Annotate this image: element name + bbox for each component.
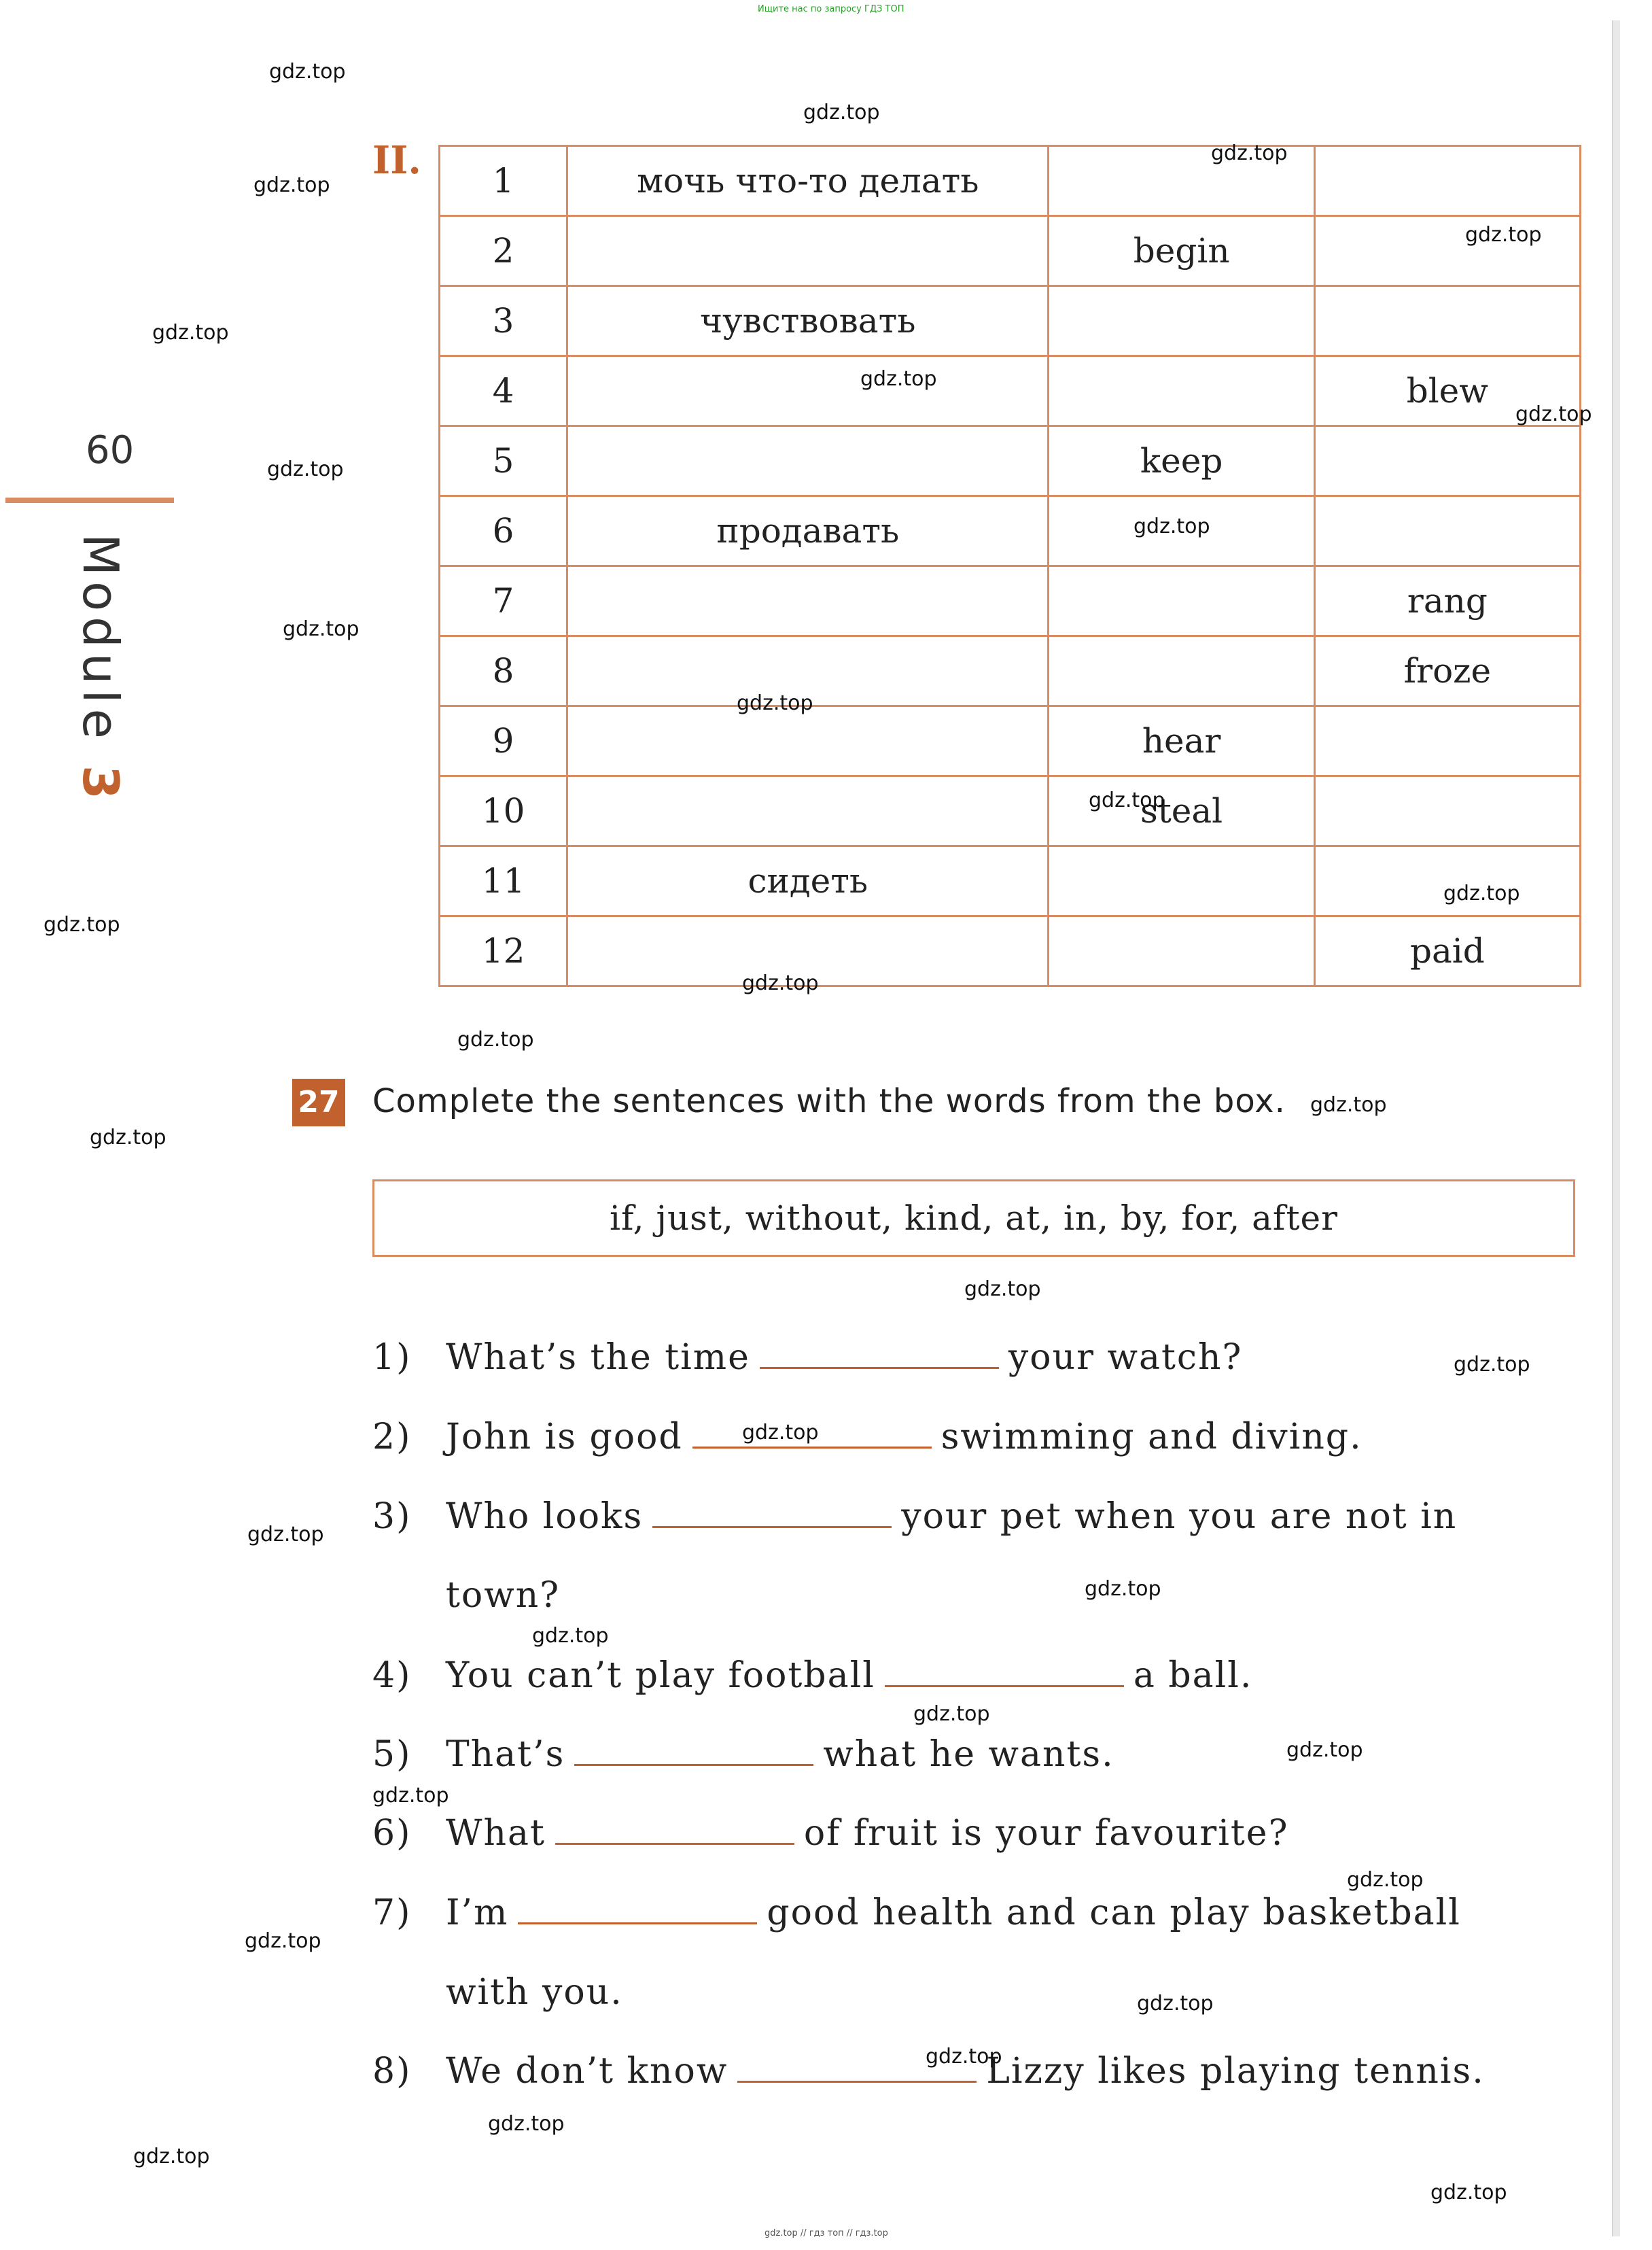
base-form-cell [1049,916,1314,986]
verb-forms-table [438,145,1581,987]
table-row [440,706,1581,776]
sentence-text-after: a ball. [1133,1655,1253,1696]
table-row [440,846,1581,916]
watermark: gdz.top [1430,2181,1507,2204]
watermark: gdz.top [1133,515,1210,538]
russian-word-cell: чувствовать [567,286,1049,356]
table-row [440,496,1581,566]
watermark: gdz.top [283,617,359,641]
row-number: 9 [440,706,567,776]
past-form-cell [1314,426,1580,496]
sentence-text-before: Who looks [446,1496,644,1537]
module-word: Module [72,534,129,744]
sentence-text-before: You can’t play football [446,1655,875,1696]
verb-forms-table-body [440,146,1581,986]
sentence-text-after: your pet when you are not in [901,1496,1458,1537]
bottom-note: gdz.top // гдз топ // гдз.top [765,2228,888,2238]
word-box: if, just, without, kind, at, in, by, for, after [372,1179,1575,1257]
sentence-number: 1) [372,1337,412,1378]
watermark: gdz.top [926,2045,1002,2069]
russian-word-cell [567,426,1049,496]
watermark: gdz.top [245,1929,321,1953]
sentence-text-before: John is good [446,1417,683,1457]
watermark: gdz.top [1347,1868,1424,1892]
watermark: gdz.top [90,1126,166,1149]
margin-rule [5,498,174,503]
sentence-text-after: good health and can play basketball [767,1892,1461,1933]
past-form-cell [1314,776,1580,846]
answer-blank[interactable] [555,1816,794,1845]
answer-blank[interactable] [760,1340,999,1369]
module-number: 3 [72,765,129,805]
watermark: gdz.top [1443,882,1520,905]
past-form-cell: blew [1314,356,1580,426]
page-edge [1612,20,1620,2236]
watermark: gdz.top [532,1624,609,1648]
watermark: gdz.top [803,101,880,124]
watermark: gdz.top [1286,1738,1363,1762]
table-row [440,356,1581,426]
sentence-number: 3) [372,1496,412,1537]
sentence [372,1416,1579,1458]
sentence-text-before: I’m [446,1892,509,1933]
row-number: 4 [440,356,567,426]
sentence-number: 5) [372,1734,412,1775]
sentence-number: 8) [372,2051,412,2092]
sentence-text-before: What [446,1813,546,1854]
sentence-text-after: Lizzy likes playing tennis. [986,2051,1485,2092]
section-marker: II. [372,138,421,183]
sentence-text-before: That’s [446,1734,565,1775]
table-row [440,776,1581,846]
sentence-number: 7) [372,1892,412,1933]
russian-word-cell [567,776,1049,846]
watermark: gdz.top [1515,402,1592,426]
row-number: 7 [440,566,567,636]
row-number: 1 [440,146,567,216]
sentence-continuation: with you. [446,1972,623,2013]
base-form-cell: begin [1049,216,1314,286]
row-number: 12 [440,916,567,986]
past-form-cell [1314,496,1580,566]
table-row [440,286,1581,356]
russian-word-cell: продавать [567,496,1049,566]
exercise-instruction: Complete the sentences with the words from the box. [372,1082,1286,1120]
watermark: gdz.top [152,321,229,345]
past-form-cell: rang [1314,566,1580,636]
sentence-text-after: your watch? [1008,1337,1243,1378]
watermark: gdz.top [913,1702,990,1726]
russian-word-cell [567,566,1049,636]
answer-blank[interactable] [574,1737,813,1766]
sentence [372,1336,1579,1379]
sentence-text-before: What’s the time [446,1337,750,1378]
row-number: 11 [440,846,567,916]
watermark: gdz.top [133,2145,210,2168]
module-label [72,534,129,805]
table-row [440,566,1581,636]
base-form-cell [1049,566,1314,636]
watermark: gdz.top [964,1277,1041,1301]
past-form-cell [1314,846,1580,916]
watermark: gdz.top [1465,223,1542,247]
sentence [372,1892,1579,1934]
sentence [372,1733,1579,1776]
base-form-cell: hear [1049,706,1314,776]
base-form-cell: steal [1049,776,1314,846]
watermark: gdz.top [253,173,330,197]
russian-word-cell [567,706,1049,776]
watermark: gdz.top [457,1028,534,1052]
watermark: gdz.top [1137,1992,1214,2015]
sentence-number: 4) [372,1655,412,1696]
sentence-text-after: swimming and diving. [941,1417,1363,1457]
top-note: Ищите нас по запросу ГДЗ ТОП [758,4,904,14]
sentence-number: 6) [372,1813,412,1854]
watermark: gdz.top [1454,1353,1530,1377]
russian-word-cell: сидеть [567,846,1049,916]
watermark: gdz.top [1310,1093,1387,1117]
row-number: 8 [440,636,567,706]
table-row [440,146,1581,216]
sentence [372,1495,1579,1538]
past-form-cell [1314,286,1580,356]
sentence [372,1655,1579,1697]
past-form-cell: paid [1314,916,1580,986]
sentence [372,1812,1579,1854]
watermark: gdz.top [247,1523,324,1546]
base-form-cell: keep [1049,426,1314,496]
watermark: gdz.top [860,367,937,391]
past-form-cell [1314,146,1580,216]
table-row [440,916,1581,986]
base-form-cell [1049,286,1314,356]
row-number: 3 [440,286,567,356]
watermark: gdz.top [1089,789,1165,812]
base-form-cell [1049,636,1314,706]
watermark: gdz.top [43,913,120,937]
watermark: gdz.top [488,2112,565,2136]
watermark: gdz.top [372,1784,449,1807]
row-number: 5 [440,426,567,496]
sentence-text-after: of fruit is your favourite? [803,1813,1289,1854]
page-number: 60 [86,428,135,472]
watermark: gdz.top [269,60,346,84]
sentence-text-before: We don’t know [446,2051,728,2092]
watermark: gdz.top [742,971,819,995]
russian-word-cell [567,356,1049,426]
row-number: 10 [440,776,567,846]
russian-word-cell: мочь что-то делать [567,146,1049,216]
base-form-cell [1049,356,1314,426]
watermark: gdz.top [1085,1577,1161,1601]
row-number: 2 [440,216,567,286]
base-form-cell [1049,846,1314,916]
sentence-continuation: town? [446,1575,561,1616]
sentence-number: 2) [372,1417,412,1457]
watermark: gdz.top [737,691,813,715]
exercise-number-badge: 27 [292,1079,345,1126]
watermark: gdz.top [267,457,344,481]
watermark: gdz.top [742,1421,819,1444]
watermark: gdz.top [1211,141,1288,165]
sentence-text-after: what he wants. [823,1734,1114,1775]
russian-word-cell [567,216,1049,286]
table-row [440,426,1581,496]
table-row [440,636,1581,706]
past-form-cell: froze [1314,636,1580,706]
row-number: 6 [440,496,567,566]
answer-blank[interactable] [885,1658,1124,1687]
past-form-cell [1314,706,1580,776]
answer-blank[interactable] [652,1499,892,1528]
table-row [440,216,1581,286]
answer-blank[interactable] [518,1895,757,1924]
